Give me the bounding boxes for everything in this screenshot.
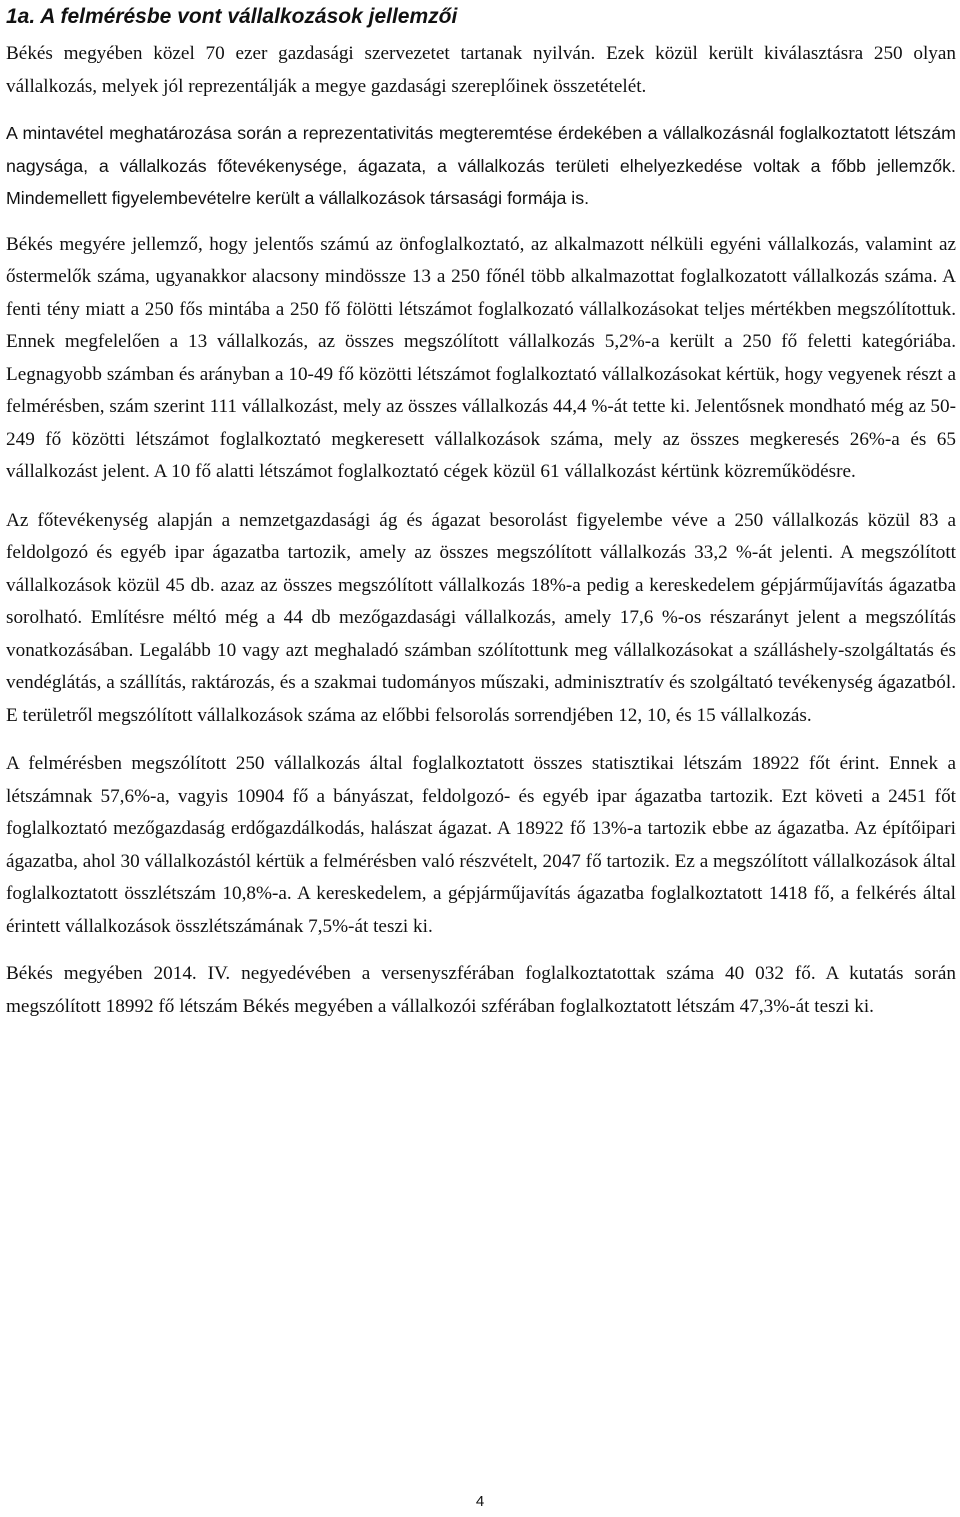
- document-page: [6, 0, 956, 1517]
- paragraph-county-employment: Békés megyében 2014. IV. negyedévében a versenyszférában foglalkoztatottak száma 40 032 fő. A kutatás során megszólított 18992 fő létszám Békés megyében a vállalkozói szférában foglalkoztatott létszám 47,3%-át teszi ki.: [6, 963, 956, 1017]
- paragraph-organizations: Békés megyében közel 70 ezer gazdasági szervezetet tartanak nyilván. Ezek közül került kiválasztásra 250 olyan vállalkozás, melyek jól reprezentálják a megye gazdasági szereplőinek összetételét.: [6, 43, 956, 97]
- paragraph-main-activity: Az főtevékenység alapján a nemzetgazdasági ág és ágazat besorolást figyelembe véve a 250 vállalkozás közül 83 a feldolgozó és egyéb ipar ágazatba tartozik, amely az összes megszólított vállalkozás 33,2 %-át jelenti. A megszólított vállalkozások közül 45 db. azaz az összes megszólított vállalkozás 18%-a pedig a kereskedelem gépjárműjavítás ágazatba sorolható. Említésre méltó még a 44 db mezőgazdasági vállalkozás, amely 17,6 %-os részarányt jelent a megszólítás vonatkozásában. Legalább 10 vagy azt meghaladó számban szólítottunk meg vállalkozásokat a szálláshely-szolgáltatás és vendéglátás, a szállítás, raktározás, és a szakmai tudományos műszaki, adminisztratív és szolgáltató tevékenység ágazatból. E területről megszólított vállalkozások száma az előbbi felsorolás sorrendjében 12, 10, és 15 vállalkozás.: [6, 509, 956, 726]
- paragraph-company-size: Békés megyére jellemző, hogy jelentős számú az önfoglalkoztató, az alkalmazott nélküli egyéni vállalkozás, valamint az őstermelők száma, ugyanakkor alacsony mindössze 13 a 250 főnél több alkalmazottat foglalkozatott vállalkozás száma. A fenti tény miatt a 250 fős mintába a 250 fő fölötti létszámot foglalkozató vállalkozásokat teljes mértékben megszólítottuk. Ennek megfelelően a 13 vállalkozás, az összes megszólított vállalkozás 5,2%-a került a 250 fő feletti kategóriába. Legnagyobb számban és arányban a 10-49 fő közötti létszámot foglalkoztató vállalkozásokat kértük, hogy vegyenek részt a felmérésben, szám szerint 111 vállalkozást, mely az összes vállalkozás 44,4 %-át tette ki. Jelentősnek mondható még az 50-249 fő közötti létszámot foglalkoztató megkeresett vállalkozások száma, mely az összes megkeresés 26%-a és 65 vállalkozást jelent. A 10 fő alatti létszámot foglalkoztató cégek közül 61 vállalkozást kértünk közreműködésre.: [6, 233, 956, 482]
- section-heading: 1a. A felmérésbe vont vállalkozások jellemzői: [6, 5, 458, 28]
- paragraph-sampling: A mintavétel meghatározása során a reprezentativitás megteremtése érdekében a vállalkozásnál foglalkoztatott létszám nagysága, a vállalkozás főtevékenysége, ágazata, a vállalkozás területi elhelyezkedése voltak a főbb jellemzők. Mindemellett figyelembevételre került a vállalkozások társasági formája is.: [6, 123, 956, 208]
- page-number: 4: [475, 1493, 485, 1510]
- paragraph-headcount: A felmérésben megszólított 250 vállalkozás által foglalkoztatott összes statisztikai létszám 18922 főt érint. Ennek a létszámnak 57,6%-a, vagyis 10904 fő a bányászat, feldolgozó- és egyéb ipar ágazatba tartozik. Ezt követi a 2451 főt foglalkoztató mezőgazdaság erdőgazdálkodás, halászat ágazat. A 18922 fő 13%-a tartozik ebbe az ágazatba. Az építőipari ágazatba, ahol 30 vállalkozástól kértük a felmérésben való részvételt, 2047 fő tartozik. Ez a megszólított vállalkozások által foglalkoztatott összlétszám 10,8%-a. A kereskedelem, a gépjárműjavítás ágazatba foglalkoztatott 1418 fő, a felkérés által érintett vállalkozások összlétszámának 7,5%-át teszi ki.: [6, 753, 956, 937]
